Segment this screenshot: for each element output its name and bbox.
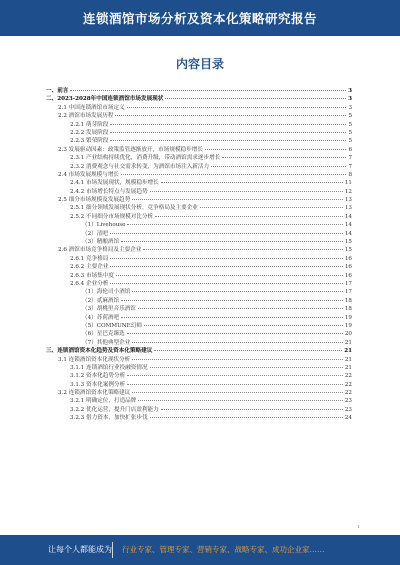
toc-leader-dots	[127, 107, 347, 108]
toc-entry[interactable]	[46, 280, 352, 288]
toc-entry-title: 2.5.2 不同细分市场规模对比分析	[70, 213, 154, 220]
toc-entry[interactable]	[46, 87, 352, 95]
toc-entry-title: （7）其他典型企业	[82, 339, 131, 346]
toc-entry-page: 13	[344, 197, 352, 204]
toc-entry[interactable]	[46, 288, 352, 296]
toc-entry-title: （5）COMMUNE幻师	[82, 322, 142, 329]
toc-entry-page: 14	[344, 222, 352, 229]
toc-leader-dots	[110, 258, 342, 259]
toc-leader-dots	[132, 392, 343, 393]
toc-entry-title: 2.2.1 萌芽阶段	[70, 121, 109, 128]
toc-entry-title: （6）星巴克臻选	[82, 331, 125, 338]
toc-entry-title: 2.4.2 市场增长特点与发展趋势	[70, 188, 148, 195]
toc-entry-title: 3.1 连锁酒馆资本化现状分析	[58, 356, 131, 363]
toc-entry-page: 15	[344, 239, 352, 246]
toc-entry-page: 16	[344, 255, 352, 262]
toc-entry[interactable]	[46, 263, 352, 271]
toc-entry-page: 3	[348, 104, 352, 111]
toc-entry-title: 三、连锁酒馆资本化趋势及资本化策略建议	[46, 348, 153, 355]
footer-bar	[0, 535, 400, 565]
toc-leader-dots	[121, 174, 346, 175]
toc-entry-page: 8	[348, 171, 352, 178]
toc-entry-title: 2.2 酒馆市场发展历程	[58, 113, 114, 120]
toc-entry-page: 17	[344, 289, 352, 296]
toc-leader-dots	[132, 342, 343, 343]
toc-entry-page: 18	[344, 297, 352, 304]
toc-entry[interactable]	[46, 356, 352, 364]
toc-leader-dots	[127, 224, 342, 225]
toc-leader-dots	[154, 350, 342, 351]
toc-entry-page: 5	[348, 138, 352, 145]
toc-entry-page: 19	[344, 322, 352, 329]
toc-leader-dots	[211, 166, 346, 167]
toc-entry[interactable]	[46, 347, 352, 355]
toc-entry[interactable]	[46, 414, 352, 422]
toc-entry-title: 2.3.2 消费观念与社交需求转变，为酒馆市场注入新活力	[70, 163, 210, 170]
toc-entry-page: 22	[344, 381, 352, 388]
toc-entry-page: 6	[348, 146, 352, 153]
toc-entry[interactable]	[46, 372, 352, 380]
toc-leader-dots	[132, 359, 343, 360]
toc-entry[interactable]	[46, 213, 352, 221]
toc-entry[interactable]	[46, 112, 352, 120]
toc-entry-title: （2）贰麻酒馆	[82, 297, 120, 304]
toc-entry[interactable]	[46, 406, 352, 414]
toc-entry[interactable]	[46, 196, 352, 204]
toc-leader-dots	[161, 182, 343, 183]
toc-leader-dots	[150, 191, 343, 192]
toc-entry[interactable]	[46, 389, 352, 397]
toc-entry-title: 3.1.3 资本化案例分析	[70, 381, 126, 388]
toc-leader-dots	[165, 98, 346, 99]
toc-entry-title: 2.6.3 市场集中度	[70, 272, 114, 279]
toc-entry-title: 2.2.2 发展阶段	[70, 129, 109, 136]
toc-entry-title: 2.6.4 企业分析	[70, 280, 109, 287]
footer-slogan: 让每个人都能成为	[48, 545, 112, 554]
toc-entry-title: 3.2.2 优化运营，提升门店盈利能力	[70, 406, 159, 413]
toc-entry[interactable]	[46, 238, 352, 246]
toc-entry-page: 16	[344, 272, 352, 279]
toc-entry[interactable]	[46, 188, 352, 196]
header-bar	[0, 0, 400, 36]
toc-entry-title: （3）胡桃里音乐酒馆	[82, 306, 136, 313]
toc-leader-dots	[222, 157, 346, 158]
toc-entry[interactable]	[46, 339, 352, 347]
toc-entry[interactable]	[46, 330, 352, 338]
toc-leader-dots	[127, 333, 343, 334]
toc-entry[interactable]	[46, 322, 352, 330]
toc-entry-title: 2.6 酒馆市场竞争格局及主要企业	[58, 247, 142, 254]
toc-entry-title: 2.5.1 细分领域发展现状分析，竞争格局及主要企业	[70, 205, 198, 212]
toc-entry[interactable]	[46, 204, 352, 212]
toc-leader-dots	[110, 132, 346, 133]
toc-entry-page: 23	[344, 406, 352, 413]
toc-entry-title: 二、2023-2028年中国连锁酒馆市场发展现状	[46, 96, 164, 103]
toc-entry[interactable]	[46, 255, 352, 263]
toc-leader-dots	[143, 249, 342, 250]
toc-entry[interactable]	[46, 179, 352, 187]
toc-entry[interactable]	[46, 230, 352, 238]
toc-entry-page: 17	[344, 280, 352, 287]
toc-leader-dots	[127, 384, 343, 385]
toc-entry-title: （1）Livehouse	[82, 222, 126, 229]
toc-entry-page: 22	[344, 373, 352, 380]
toc-leader-dots	[161, 409, 343, 410]
toc-leader-dots	[110, 283, 342, 284]
toc-entry[interactable]	[46, 171, 352, 179]
toc-entry-page: 7	[348, 155, 352, 162]
toc-leader-dots	[155, 216, 343, 217]
toc-entry-title: 2.2.3 繁荣阶段	[70, 138, 109, 145]
toc-entry-page: 3	[348, 96, 352, 103]
toc-leader-dots	[138, 400, 343, 401]
toc-entry[interactable]	[46, 364, 352, 372]
toc-entry-page: 16	[344, 264, 352, 271]
table-of-contents	[46, 87, 352, 423]
toc-entry-title: 3.2 连锁酒馆资本化策略建议	[58, 390, 131, 397]
toc-entry-title: 3.1.2 资本化趋势分析	[70, 373, 126, 380]
toc-entry[interactable]	[46, 314, 352, 322]
toc-leader-dots	[132, 199, 343, 200]
toc-entry-page: 24	[344, 415, 352, 422]
toc-entry[interactable]	[46, 154, 352, 162]
toc-leader-dots	[150, 417, 343, 418]
toc-entry-page: 5	[348, 129, 352, 136]
toc-entry[interactable]	[46, 121, 352, 129]
toc-entry-page: 11	[344, 180, 352, 187]
toc-entry-page: 21	[344, 339, 352, 346]
toc-leader-dots	[144, 325, 343, 326]
toc-entry[interactable]	[46, 129, 352, 137]
toc-entry-page: 20	[344, 331, 352, 338]
toc-entry-page: 14	[344, 213, 352, 220]
toc-entry[interactable]	[46, 297, 352, 305]
toc-entry-title: （2）清吧	[82, 230, 108, 237]
toc-leader-dots	[121, 317, 343, 318]
toc-entry[interactable]	[46, 305, 352, 313]
toc-entry-page: 5	[348, 121, 352, 128]
toc-entry-page: 22	[344, 390, 352, 397]
toc-entry[interactable]	[46, 381, 352, 389]
toc-entry-title: 2.1 中国连锁酒馆市场定义	[58, 104, 125, 111]
toc-entry[interactable]	[46, 272, 352, 280]
toc-entry-page: 21	[344, 364, 352, 371]
toc-entry-page: 5	[348, 113, 352, 120]
toc-entry-page: 13	[344, 205, 352, 212]
toc-entry-page: 12	[344, 188, 352, 195]
toc-entry-page: 23	[344, 398, 352, 405]
toc-entry-page: 19	[344, 314, 352, 321]
toc-leader-dots	[150, 367, 343, 368]
toc-entry-title: 2.6.1 竞争格局	[70, 255, 109, 262]
toc-entry-page: 7	[348, 163, 352, 170]
toc-leader-dots	[138, 308, 343, 309]
footer-divider	[112, 542, 113, 558]
toc-entry-page: 18	[344, 306, 352, 313]
toc-leader-dots	[205, 149, 347, 150]
toc-entry-page: 15	[344, 247, 352, 254]
toc-leader-dots	[127, 375, 343, 376]
toc-entry[interactable]	[46, 163, 352, 171]
toc-entry-title: 2.6.2 主要企业	[70, 264, 109, 271]
toc-entry[interactable]	[46, 246, 352, 254]
toc-leader-dots	[70, 90, 346, 91]
toc-entry[interactable]	[46, 146, 352, 154]
toc-leader-dots	[200, 207, 343, 208]
toc-leader-dots	[110, 140, 346, 141]
toc-entry-title: 3.2.3 借力资本，加快扩张步伐	[70, 415, 148, 422]
toc-leader-dots	[110, 124, 346, 125]
toc-leader-dots	[115, 115, 346, 116]
toc-entry-title: 2.4 市场发展规模与增长	[58, 171, 120, 178]
toc-entry-page: 3	[348, 88, 352, 94]
toc-leader-dots	[110, 233, 343, 234]
toc-entry-title: （4）苏荷酒吧	[82, 314, 120, 321]
toc-entry-title: 3.1.1 连锁酒馆行业投融资情况	[70, 364, 148, 371]
toc-entry[interactable]	[46, 104, 352, 112]
toc-entry-page: 21	[344, 348, 352, 355]
toc-entry-title: 3.2.1 明确定位，打造品牌	[70, 398, 137, 405]
toc-leader-dots	[121, 300, 343, 301]
toc-leader-dots	[110, 266, 342, 267]
toc-entry[interactable]	[46, 137, 352, 145]
toc-entry[interactable]	[46, 221, 352, 229]
toc-entry-title: 2.3 发展驱动因素：政策监管逐渐放开，市场规模稳步增长	[58, 146, 203, 153]
toc-entry[interactable]	[46, 95, 352, 103]
toc-entry-title: 2.3.1 产业结构持续优化，消费升级，带动酒馆需求逐步增长	[70, 155, 221, 162]
toc-leader-dots	[132, 291, 343, 292]
toc-entry-title: 2.5 细分市场规模及发展趋势	[58, 197, 131, 204]
toc-leader-dots	[116, 275, 343, 276]
toc-heading: 内容目录	[175, 57, 224, 71]
toc-entry-title: 一、前言	[46, 88, 69, 94]
page-number: 1	[357, 524, 360, 529]
toc-entry-page: 21	[344, 356, 352, 363]
toc-entry-title: 2.4.1 市场发展现状，规模稳步增长	[70, 180, 159, 187]
toc-entry-title: （3）精酿酒馆	[82, 239, 120, 246]
toc-entry[interactable]	[46, 397, 352, 405]
toc-entry-page: 14	[344, 230, 352, 237]
toc-entry-title: （1）海伦司小酒馆	[82, 289, 131, 296]
report-title: 连锁酒馆市场分析及资本化策略研究报告	[82, 11, 317, 26]
footer-roles: 行业专家、管理专家、营销专家、战略专家、成功企业家……	[122, 545, 325, 554]
toc-leader-dots	[121, 241, 343, 242]
